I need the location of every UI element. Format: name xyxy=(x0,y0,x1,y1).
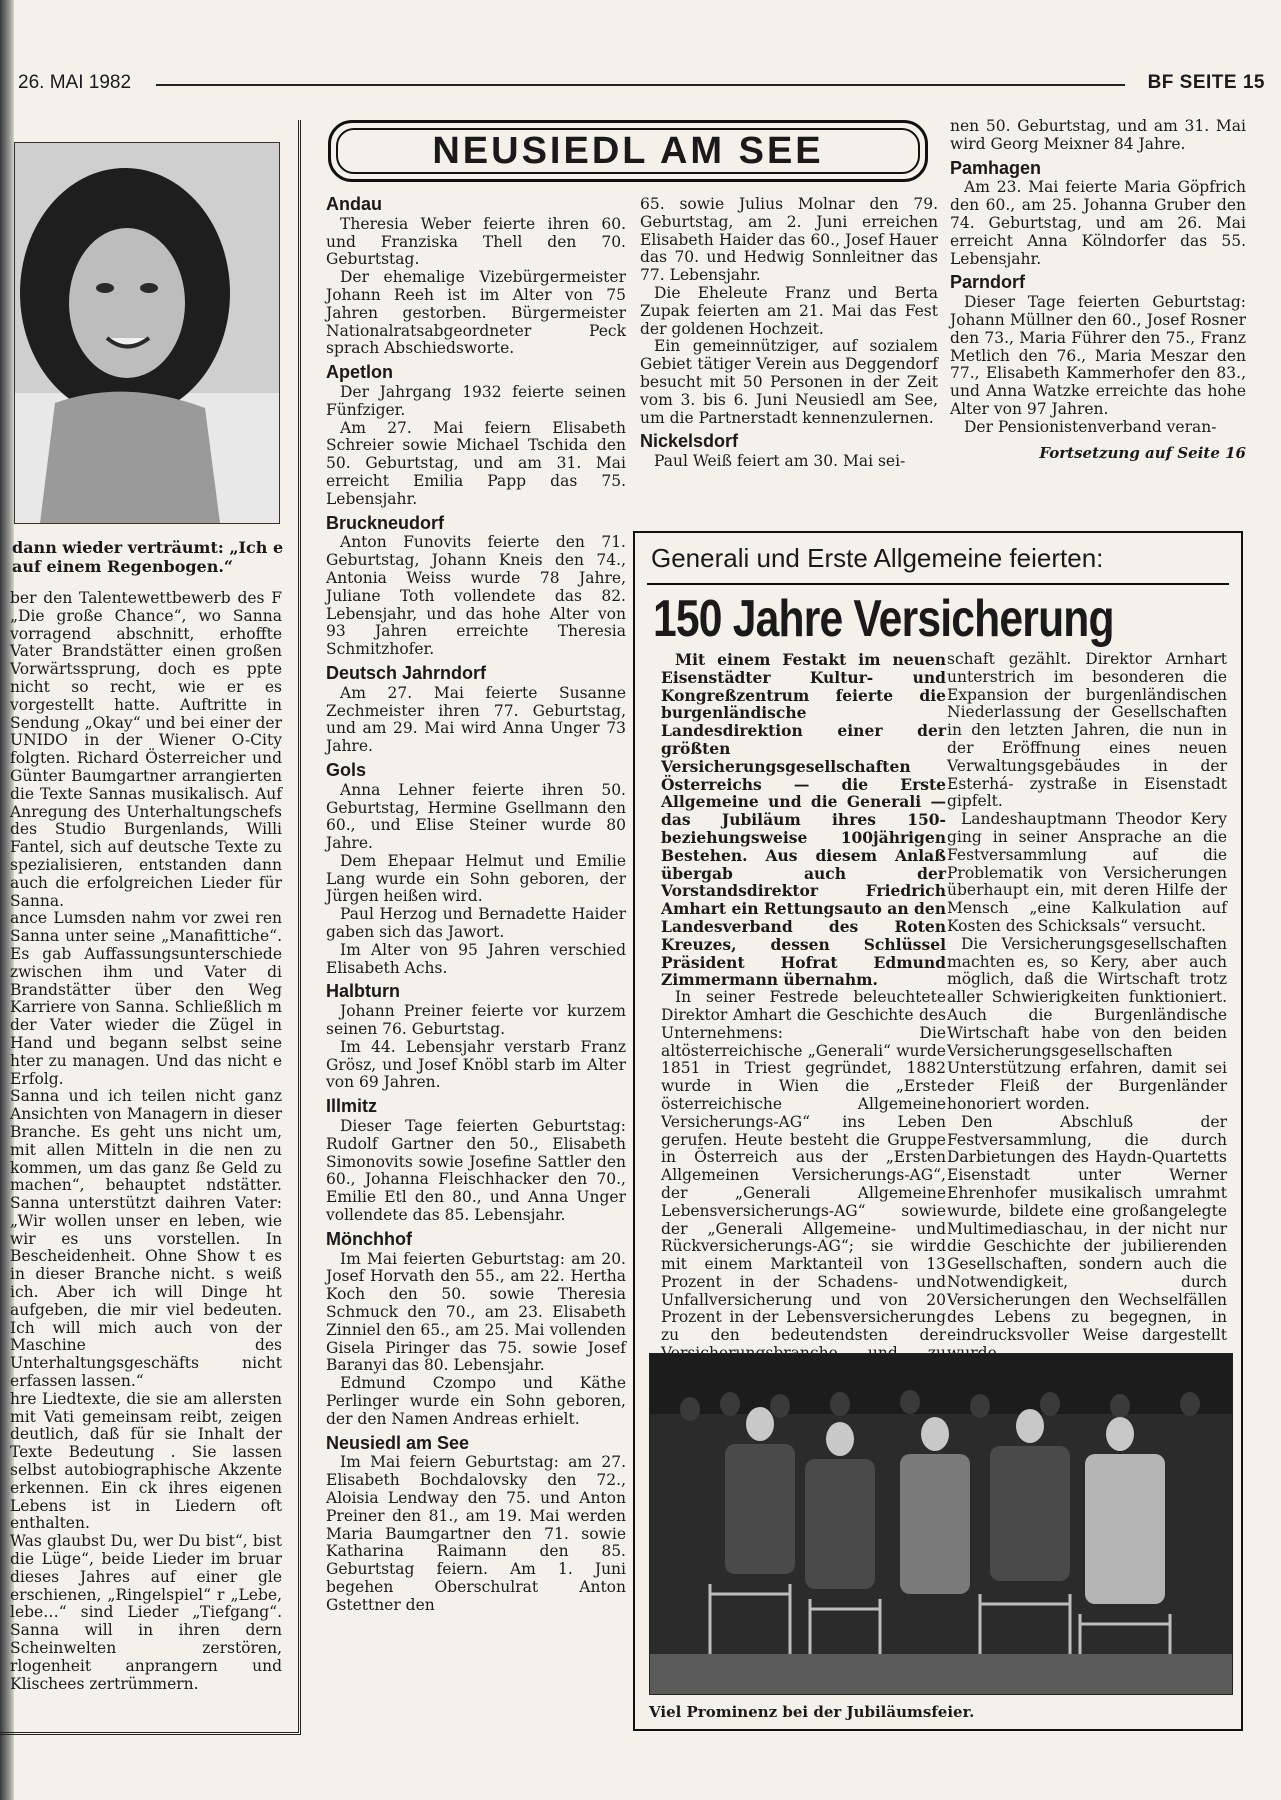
sanna-article xyxy=(0,120,301,1735)
news-paragraph: Am 27. Mai feierte Susanne Zechmeister ihren 77. Geburtstag, und am 29. Mai wird Anna Unger 73 Jahre. xyxy=(326,683,626,756)
news-paragraph: Der Pensionistenverband veran- xyxy=(964,417,1217,436)
portrait-illustration xyxy=(15,143,279,523)
place-heading: Bruckneudorf xyxy=(326,512,445,533)
article-headline: 150 Jahre Versicherung xyxy=(653,590,1114,648)
news-paragraph: Am 27. Mai feiern Elisabeth Schreier sowie Michael Tschida den 50. Geburtstag, und am 31. Mai erreicht Emilia Papp das 75. Lebensjahr. xyxy=(326,418,626,508)
place-heading: Halbturn xyxy=(326,981,400,1002)
news-paragraph: Am 23. Mai feierte Maria Göpfrich den 60., am 25. Johanna Gruber den 74. Geburtstag, und am 26. Mai erreicht Anna Kölndorfer das 55. Lebensjahr. xyxy=(950,178,1246,268)
place-heading: Mönchhof xyxy=(326,1228,412,1249)
article-column-1 xyxy=(661,651,946,1398)
news-paragraph: Ein gemeinnütziger, auf sozialem Gebiet tätiger Verein aus Deggendorf besucht mit 50 Personen in der Zeit vom 3. bis 6. Juni Neusiedl am See, um die Partnerstadt kennenzulernen. xyxy=(640,337,938,427)
news-paragraph: Johann Preiner feierte vor kurzem seinen 76. Geburtstag. xyxy=(326,1002,626,1039)
continuation-note: Fortsetzung auf Seite 16 xyxy=(1039,443,1246,462)
article-paragraph: Die Versicherungsgesellschaften machten es, so Kery, aber auch möglich, daß die Wirtschaft trotz aller Schwierigkeiten funktioniert. Auch die Burgenländische Wirtschaft habe von den beiden Versicherungsgesellschaften Unterstützung erfahren, damit sei der Fleiß der Burgenländer honoriert worden. xyxy=(947,934,1227,1113)
body-paragraph: hre Liedtexte, die sie am allersten mit Vati gemeinsam reibt, zeigen deutlich, daß für sie Inhalt der Texte Bedeutung . Sie lassen selbst autobiographische Akzente erkennen. Ein ck ihres eigenen Lebens ist in Liedern oft enthalten. xyxy=(10,1389,282,1533)
sanna-body xyxy=(10,590,282,1693)
place-heading: Parndorf xyxy=(950,272,1026,293)
place-heading: Apetlon xyxy=(326,362,393,383)
generali-article xyxy=(633,531,1243,1731)
portrait-photo xyxy=(14,142,280,524)
news-paragraph: Dem Ehepaar Helmut und Emilie Lang wurde ein Sohn geboren, der Jürgen heißen wird. xyxy=(326,851,626,906)
news-paragraph: Der Jahrgang 1932 feierte seinen Fünfziger. xyxy=(326,382,626,419)
section-title: NEUSIEDL AM SEE xyxy=(432,129,824,172)
audience-illustration xyxy=(650,1354,1232,1694)
page-number: BF SEITE 15 xyxy=(1147,72,1265,93)
place-heading: Andau xyxy=(326,194,382,214)
place-heading: Neusiedl am See xyxy=(326,1432,470,1453)
news-paragraph: Paul Herzog und Bernadette Haider gaben sich das Jawort. xyxy=(326,905,626,942)
news-paragraph: Der ehemalige Vizebürgermeister Johann Reeh ist im Alter von 75 Jahren gestorben. Bürgermeister Nationalratsabgeordneter Peck sprach Abschiedsworte. xyxy=(326,268,626,358)
news-paragraph: Theresia Weber feierte ihren 60. und Franziska Thell den 70. Geburtstag. xyxy=(326,214,626,269)
article-kicker: Generali und Erste Allgemeine feierten: xyxy=(651,543,1104,573)
news-paragraph: nen 50. Geburtstag, und am 31. Mai wird Georg Meixner 84 Jahre. xyxy=(950,117,1246,153)
place-heading: Illmitz xyxy=(326,1096,378,1117)
kicker-rule xyxy=(647,583,1229,585)
article-paragraph: In seiner Festrede beleuchtete Direktor Amhart die Geschichte des Unternehmens: Die altösterreichische „Generali“ wurde 1851 in Triest gegründet, 1882 wurde in Wien die „Erste österreichische Allgemeine Versicherungs-AG“ ins Leben gerufen. Heute besteht die Gruppe in Österreich aus der „Ersten Allgemeinen Versicherungs-AG“, der „Generali Allgemeine Lebensversicherungs-AG“ sowie der „Generali Allgemeine- und Rückversicherungs-AG“; sie wird mit einem Marktanteil von 13 Prozent in der Schadens- und Unfallversicherung und von 20 Prozent in der Lebensversicherung zu den bedeutendsten der xyxy=(661,988,946,1345)
photo-caption: Viel Prominenz bei der Jubiläumsfeier. xyxy=(649,1703,975,1721)
news-paragraph: Im Alter von 95 Jahren verschied Elisabeth Achs. xyxy=(326,940,626,977)
body-paragraph: Was glaubst Du, wer Du bist“, bist die Lüge“, beide Lieder im bruar dieses Jahres auf einer gle erschienen, „Ringelspiel“ r „Lebe, lebe…“ sind Lieder „Tiefgang“. Sanna will in ihren dern Scheinwelten zerstören, rlogenheit anprangern und Klischees zertrümmern. xyxy=(10,1532,282,1693)
body-paragraph: ance Lumsden nahm vor zwei ren Sanna unter seine „Manafittiche“. Es gab Auffassungsunterschiede zwischen ihm und Vater di Brandstätter über den Weg Karriere von Sanna. Schließlich m der Vater wieder die Zügel in Hand und begann selbst seine hter zu managen. Und das nicht e Erfolg. xyxy=(10,909,282,1088)
news-paragraph: Anton Funovits feierte den 71. Geburtstag, Johann Kneis den 74., Antonia Weiss wurde 78 Jahre, Juliane Toth vollendete das 82. Lebensjahr, und das hohe Alter von 93 Jahren erreichte Theresia Schmitzhofer. xyxy=(326,533,626,659)
news-paragraph: Die Eheleute Franz und Berta Zupak feierten am 21. Mai das Fest der goldenen Hochzeit. xyxy=(640,283,938,338)
audience-photo xyxy=(649,1353,1233,1695)
news-paragraph: Paul Weiß feiert am 30. Mai sei- xyxy=(654,452,906,471)
news-paragraph: Dieser Tage feierten Geburtstag: Rudolf Gartner den 50., Elisabeth Simonovits sowie Josefine Sattler den 60., Johanna Fleischhacker den 70., Emilie Etl den 80., und Anna Unger vollendete das 85. Lebensjahr. xyxy=(326,1117,626,1225)
place-heading: Nickelsdorf xyxy=(640,431,739,452)
article-paragraph: schaft gezählt. Direktor Arnhart unterstrich im besonderen die Expansion der burgenländischen Niederlassung der Gesellschaften in den letzten Jahren, die nun in der Eröffnung eines neuen Verwaltungsgebäudes in der Esterhá- zystraße in Eisenstadt gipfelt. xyxy=(947,650,1227,811)
article-column-2 xyxy=(947,651,1227,1363)
news-paragraph: Im Mai feierten Geburtstag: am 20. Josef Horvath den 55., am 22. Hertha Koch den 50. sowie Theresia Schmuck den 70., am 23. Elisabeth Zinniel den 65., am 25. Mai vollenden Gisela Piringer das 75. sowie Josef Baranyi das 80. Lebensjahr. xyxy=(326,1249,626,1375)
header-rule xyxy=(156,84,1125,86)
news-paragraph: Anna Lehner feierte ihren 50. Geburtstag, Hermine Gsellmann den 60., und Elise Steiner wurde 80 Jahre. xyxy=(326,780,626,853)
body-paragraph: Sanna und ich teilen nicht ganz Ansichten von Managern in dieser Branche. Es geht uns nicht um, mit allen Mitteln in die nen zu kommen, um das ganz ße Geld zu machen“, behauptet ndstätter. Sanna unterstützt daihren Vater: „Wir wollen unser en leben, wie wir es uns vorstellen. In Bescheidenheit. Ohne Show t es in dieser Branche nicht. s weiß ich. Aber ich will Dinge ht aufgeben, die mir viel bedeuten. Ich will mich auch von der Maschine des Unterhaltungsgeschäfts nicht erfassen lassen.“ xyxy=(10,1087,282,1391)
news-column-1 xyxy=(326,196,626,1615)
place-heading: Deutsch Jahrndorf xyxy=(326,662,487,683)
news-column-3 xyxy=(950,118,1246,462)
article-lead: Mit einem Festakt im neuen Eisenstädter Kultur- und Kongreßzentrum feierte die burgenländische Landesdirektion einer der größten Versicherungsgesellschaften Österreichs — die Erste Allgemeine und die Generali — das Jubiläum ihres 150- beziehungsweise 100jährigen Bestehen. Aus diesem Anlaß übergab auch der Vorstandsdirektor Friedrich Amhart ein Rettungsauto an den Landesverband des Roten Kreuzes, dessen Schlüssel Präsident Hofrat Edmund Zimmermann übernahm. xyxy=(661,650,946,990)
news-paragraph: 65. sowie Julius Molnar den 79. Geburtstag, am 2. Juni erreichen Elisabeth Haider das 60., Josef Hauer das 70. und Hedwig Sonnleitner das 77. Lebensjahr. xyxy=(640,195,938,285)
news-paragraph: Dieser Tage feierten Geburtstag: Johann Müllner den 60., Josef Rosner den 73., Maria Führer den 75., Franz Metlich den 76., Maria Meszar den 77., Elisabeth Kammerhofer den 83., und Anna Watzke erreichte das hohe Alter von 97 Jahren. xyxy=(950,293,1246,418)
page-header xyxy=(14,72,1265,100)
issue-date: 26. MAI 1982 xyxy=(18,72,132,93)
place-heading: Gols xyxy=(326,759,367,780)
news-column-2 xyxy=(640,196,938,471)
news-paragraph: Edmund Czompo und Käthe Perlinger wurde ein Sohn geboren, der den Namen Andreas erhielt. xyxy=(326,1374,626,1428)
article-paragraph: Den Abschluß der Festversammlung, die durch Darbietungen des Haydn-Quartetts Eisenstadt unter Werner Ehrenhofer musikalisch umrahmt wurde, bildete eine großangelegte Multimediaschau, in der nicht nur die Geschichte der jubilierenden Gesellschaften, sondern auch die Notwendigkeit, durch Versicherungen den Wechselfällen des Lebens zu begegnen, in eindrucksvoller Weise dargestellt xyxy=(947,1112,1227,1345)
section-banner xyxy=(328,120,928,182)
portrait-caption: dann wieder verträumt: „Ich e auf einem Regenbogen.“ xyxy=(12,538,284,576)
article-paragraph: Landeshauptmann Theodor Kery ging in seiner Ansprache an die Festversammlung auf die Problematik von Versicherungen überhaupt ein, mit deren Hilfe der Mensch „eine Kalkulation auf Kosten des Schicksals“ versucht. xyxy=(947,810,1227,935)
news-paragraph: Im 44. Lebensjahr verstarb Franz Grösz, und Josef Knöbl starb im Alter von 69 Jahren. xyxy=(326,1037,626,1092)
place-heading: Pamhagen xyxy=(950,157,1042,178)
news-paragraph: Im Mai feiern Geburtstag: am 27. Elisabeth Bochdalovsky den 72., Aloisia Lendway den 75. und Anton Preiner den 81., am 19. Mai werden Maria Baumgartner den 71. sowie Katharina Raimann den 85. Geburtstag feiern. Am 1. Juni begehen Oberschulrat Anton Gstettner den xyxy=(326,1453,626,1614)
body-paragraph: ber den Talentewettbewerb des F „Die große Chance“, wo Sanna vorragend abschnitt, erhoffte Vater Brandstätter einen großen Vorwärtssprung, doch es ppte nicht so recht, wie er es vorgestellt hatte. Auftritte in Sendung „Okay“ und bei einer der UNIDO in der Wiener O-City folgten. Richard Österreicher und Günter Baumgartner arrangierten die Texte Sannas musikalisch. Auf Anregung des Unterhaltungschefs des Studio Burgenlands, Willi Fantel, sich auf deutsche Texte zu spezialisieren, entstanden dann auch die erfolgreichen Lieder für Sanna. xyxy=(10,589,282,910)
